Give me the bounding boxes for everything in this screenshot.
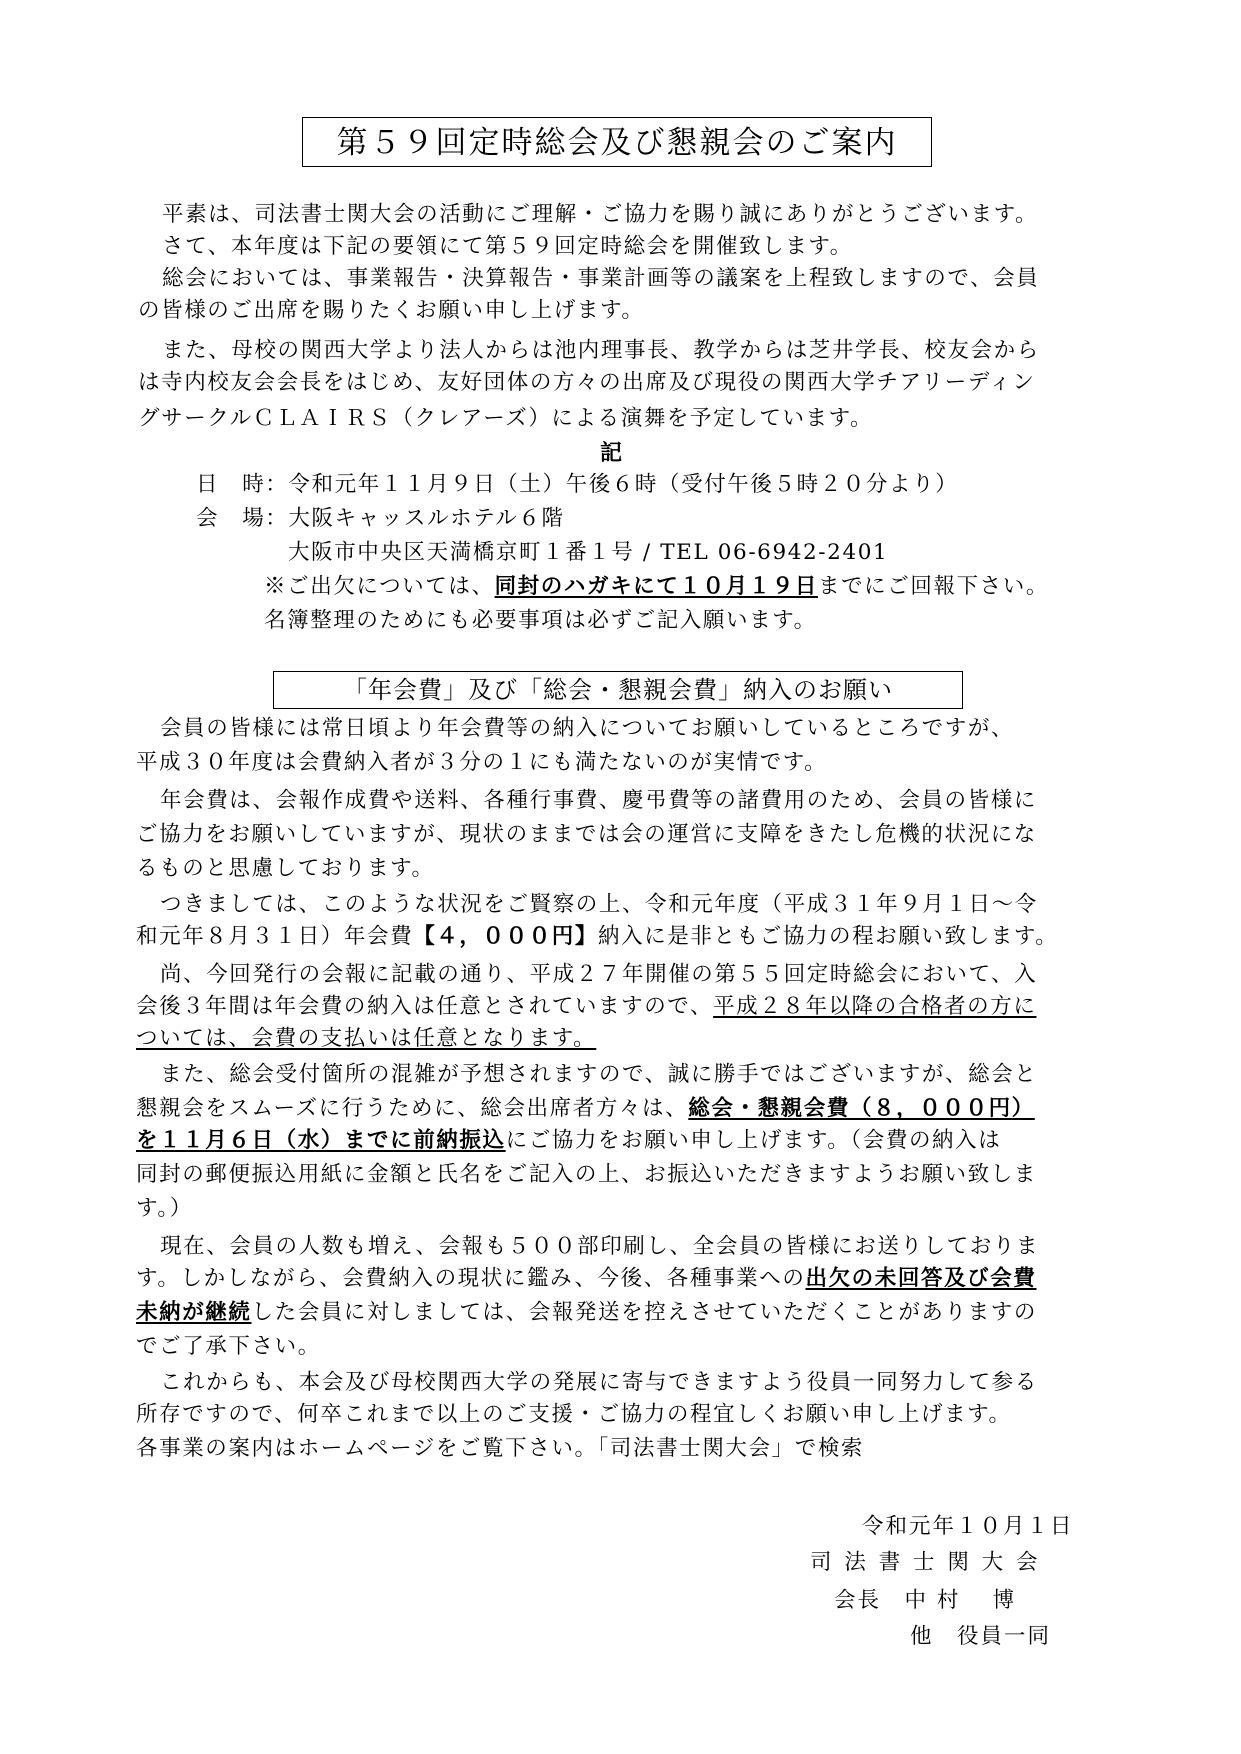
fees-paragraph-1-line-1: 会員の皆様には常日頃より年会費等の納入についてお願いしているところですが、 <box>160 716 1015 741</box>
banquet-fee-amount: 総会・懇親会費（８，０００円） <box>688 1096 1035 1121</box>
signature-date: 令和元年１０月１日 <box>862 1514 1074 1539</box>
exemption-note: 平成２８年以降の合格者の方に <box>713 994 1037 1019</box>
intro-paragraph-3-line-1: 総会においては、事業報告・決算報告・事業計画等の議案を上程致しますので、会員 <box>162 266 1040 291</box>
annual-fee-amount: 【４，０００円】 <box>413 924 599 949</box>
homepage-note: 各事業の案内はホームページをご覧下さい。「司法書士関大会」で検索 <box>136 1436 865 1461</box>
page-title: 第５９回定時総会及び懇親会のご案内 <box>302 117 932 167</box>
fees-paragraph-6-line-3 <box>136 1298 1037 1330</box>
fees-paragraph-2-line-2: ご協力をお願いしていますが、現状のままでは会の運営に支障をきたし危機的状況にな <box>136 822 1037 847</box>
intro-paragraph-1: 平素は、司法書士関大会の活動にご理解・ご協力を賜り誠にありがとうございます。 <box>162 202 1039 227</box>
venue-value: 大阪キャッスルホテル６階 <box>288 506 565 531</box>
fees-paragraph-5-line-5: す。） <box>136 1196 193 1221</box>
intro-paragraph-3-line-2: の皆様のご出席を賜りたくお願い申し上げます。 <box>138 298 645 323</box>
prepayment-deadline: を１１月６日（水）までに前納振込 <box>136 1128 506 1153</box>
notice-warning-continued: 未納が継続 <box>136 1300 252 1325</box>
fees-paragraph-5-line-1: また、総会受付箇所の混雑が予想されますので、誠に勝手ではございますが、総会と <box>160 1062 1038 1087</box>
venue-address: 大阪市中央区天満橋京町１番１号 / TEL 06-6942-2401 <box>288 540 889 565</box>
notice-text-pre: す。しかしながら、会費納入の現状に鑑み、今後、各種事業への <box>136 1266 806 1291</box>
datetime-label: 日 時： <box>196 472 289 497</box>
fees-paragraph-5-line-2 <box>136 1094 1035 1126</box>
fees-paragraph-5-line-3 <box>136 1126 1001 1158</box>
fees-paragraph-2-line-3: るものと思慮しております。 <box>136 856 435 881</box>
banquet-fee-text-pre: 懇親会をスムーズに行うために、総会出席者方々は、 <box>136 1096 689 1121</box>
annual-fee-text-post: 納入に是非ともご協力の程お願い致します。 <box>598 924 1059 949</box>
rsvp-text-post: までにご回報下さい。 <box>817 574 1049 599</box>
fees-paragraph-3-line-1: つきましては、このような状況をご賢察の上、令和元年度（平成３１年９月１日～令 <box>160 892 1038 917</box>
fees-paragraph-5-line-4: 同封の郵便振込用紙に金額と氏名をご記入の上、お振込いただきますようお願い致しま <box>136 1162 1037 1187</box>
ki-heading: 記 <box>600 440 623 466</box>
fees-paragraph-7-line-2: 所存ですので、何卒これまで以上のご支援・ご協力の程宜しくお願い申し上げます。 <box>136 1402 1012 1427</box>
annual-fee-text-pre: 和元年８月３１日）年会費 <box>136 924 414 949</box>
fees-paragraph-1-line-2: 平成３０年度は会費納入者が３分の１にも満たないのが実情です。 <box>136 750 828 775</box>
rsvp-line-2: 名簿整理のためにも必要事項は必ずご記入願います。 <box>264 608 817 633</box>
prepayment-text-post: にご協力をお願い申し上げます。（会費の納入は <box>505 1128 1002 1153</box>
intro-paragraph-2: さて、本年度は下記の要領にて第５９回定時総会を開催致します。 <box>162 234 853 259</box>
fees-paragraph-6-line-1: 現在、会員の人数も増え、会報も５００部印刷し、全会員の皆様にお送りしておりま <box>160 1234 1040 1259</box>
venue-row <box>196 504 565 536</box>
venue-label: 会 場： <box>196 506 289 531</box>
fees-paragraph-2-line-1: 年会費は、会報作成費や送料、各種行事費、慶弔費等の諸費用のため、会員の皆様に <box>160 788 1037 813</box>
fees-paragraph-6-line-2 <box>136 1264 1037 1296</box>
fees-paragraph-6-line-4: でご了承下さい。 <box>136 1334 321 1359</box>
fees-paragraph-3-line-2 <box>136 922 1058 954</box>
rsvp-text-pre: ※ご出欠については、 <box>264 574 495 599</box>
signature-president: 会長 中 村 博 <box>834 1588 1017 1613</box>
fees-paragraph-4-line-3: ついては、会費の支払いは任意となります。 <box>136 1026 597 1051</box>
notice-text-post: した会員に対しましては、会報発送を控えさせていただくことがありますの <box>251 1300 1037 1325</box>
fees-paragraph-4-line-2 <box>136 992 1036 1024</box>
intro-paragraph-4-line-1: また、母校の関西大学より法人からは池内理事長、教学からは芝井学長、校友会から <box>162 338 1040 363</box>
fees-paragraph-4-line-1: 尚、今回発行の会報に記載の通り、平成２７年開催の第５５回定時総会において、入 <box>160 962 1038 987</box>
exemption-text-pre: 会後３年間は年会費の納入は任意とされていますので、 <box>136 994 714 1019</box>
rsvp-line-1 <box>264 572 1049 604</box>
datetime-value: 令和元年１１月９日（土）午後６時（受付午後５時２０分より） <box>288 472 959 497</box>
intro-paragraph-4-line-2: は寺内校友会会長をはじめ、友好団体の方々の出席及び現役の関西大学チアリーディン <box>138 370 1036 395</box>
datetime-row <box>196 470 958 502</box>
section-title: 「年会費」及び「総会・懇親会費」納入のお願い <box>273 671 963 709</box>
notice-warning: 出欠の未回答及び会費 <box>805 1266 1037 1291</box>
signature-others: 他 役員一同 <box>910 1624 1052 1649</box>
signature-organization: 司 法 書 士 関 大 会 <box>810 1550 1041 1575</box>
fees-paragraph-7-line-1: これからも、本会及び母校関西大学の発展に寄与できますよう役員一同努力して参る <box>160 1370 1038 1395</box>
intro-paragraph-4-line-3: グサークルＣＬＡＩＲＳ（クレアーズ）による演舞を予定しています。 <box>138 406 874 431</box>
rsvp-deadline: 同封のハガキにて１０月１９日 <box>494 574 818 599</box>
